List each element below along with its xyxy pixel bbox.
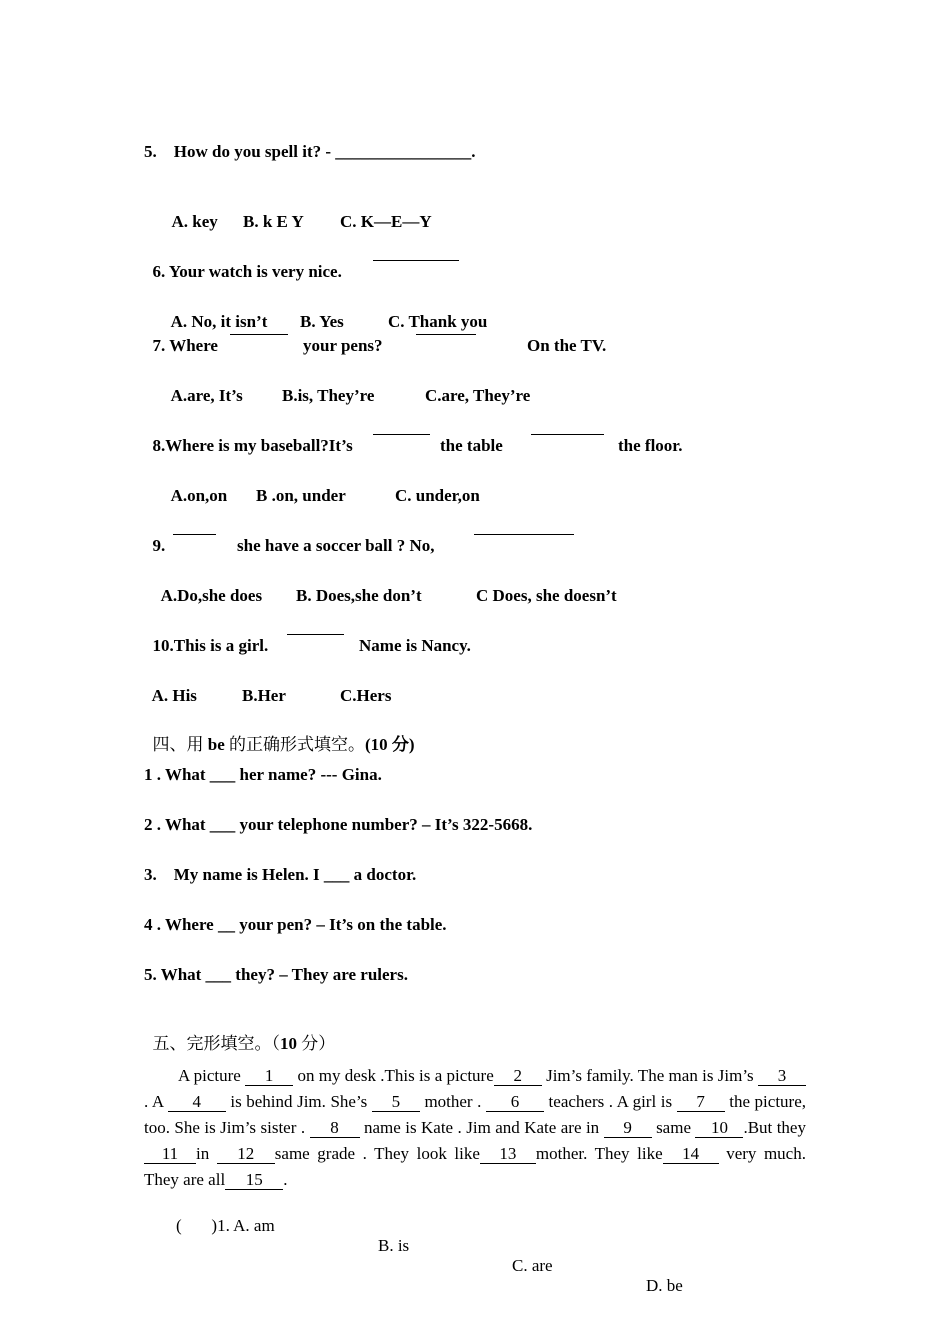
question-text-3: On the TV.	[527, 336, 607, 355]
option-c: C. are	[512, 1256, 553, 1275]
passage-text: Jim’s family. The man is Jim’s	[541, 1066, 758, 1085]
passage-text: the picture, too. She is Jim’s sister .	[144, 1092, 807, 1137]
answer-blank-2	[531, 419, 604, 435]
blank-2: 2	[494, 1067, 542, 1086]
blank-1: 1	[245, 1067, 293, 1086]
blank-3: 3	[758, 1067, 806, 1086]
passage-text: teachers . A girl is	[543, 1092, 677, 1111]
passage-text: .But they	[743, 1118, 806, 1137]
blank-6: 6	[486, 1093, 544, 1112]
passage-text: same	[651, 1118, 696, 1137]
option-b: B. is	[378, 1236, 410, 1255]
answer-blank-1	[373, 419, 430, 435]
passage-text: A picture	[178, 1066, 246, 1085]
passage-text: name is Kate . Jim and Kate are in	[359, 1118, 604, 1137]
question-text-1: 10.This is a girl.	[152, 636, 269, 655]
passage-text: is behind Jim. She’s	[225, 1092, 372, 1111]
option-b: B. Does,she don’t	[296, 586, 422, 605]
passage-text: very much. They are all	[144, 1144, 806, 1189]
question-10-options	[144, 666, 392, 706]
section-4-item-2: 2 . What ___ your telephone number? – It’s 322-5668.	[144, 815, 533, 834]
answer-blank-1	[173, 519, 216, 535]
question-5-options	[163, 192, 432, 232]
answer-blank-2	[416, 319, 476, 335]
answer-blank-1	[230, 319, 288, 335]
blank-14: 14	[663, 1145, 719, 1164]
blank-4: 4	[168, 1093, 226, 1112]
question-number-option-a: ( )1. A. am	[176, 1216, 275, 1235]
section-score: 10	[280, 1034, 297, 1053]
section-4-item-3: 3. My name is Helen. I ___ a doctor.	[144, 865, 417, 884]
option-a: A. key	[171, 212, 218, 231]
question-text-2: your pens?	[303, 336, 383, 355]
question-text-2: Name is Nancy.	[359, 636, 471, 655]
option-a: A.on,on	[170, 486, 228, 505]
answer-blank	[287, 619, 344, 635]
question-number: 9.	[152, 536, 166, 555]
blank-13: 13	[480, 1145, 536, 1164]
option-c: C. under,on	[395, 486, 480, 505]
option-b: B.Her	[242, 686, 286, 705]
question-text-3: the floor.	[618, 436, 683, 455]
question-9	[144, 516, 435, 556]
section-4-item-1: 1 . What ___ her name? --- Gina.	[144, 765, 382, 784]
passage-text: in	[196, 1144, 217, 1163]
section-4-item-5: 5. What ___ they? – They are rulers.	[144, 965, 408, 984]
option-c: C. K—E—Y	[340, 212, 432, 231]
question-7-options	[163, 366, 531, 406]
section-5-title	[144, 1014, 335, 1054]
option-b: B .on, under	[256, 486, 346, 505]
question-text-2: the table	[440, 436, 503, 455]
question-text-1: 7. Where	[152, 336, 218, 355]
section-title-keyword: be	[207, 735, 225, 754]
option-c: C.are, They’re	[425, 386, 531, 405]
answer-blank-2	[474, 519, 574, 535]
passage-text: on my desk .This is a picture	[293, 1066, 494, 1085]
question-9-options	[153, 566, 617, 606]
option-b: B. Yes	[300, 312, 344, 331]
answer-blank	[373, 245, 459, 261]
question-8-options	[163, 466, 480, 506]
blank-8: 8	[310, 1119, 360, 1138]
option-a: A.are, It’s	[170, 386, 243, 405]
section-4-title	[144, 715, 415, 755]
question-text-1: 8.Where is my baseball?It’s	[152, 436, 353, 455]
section-score: (10 分)	[365, 735, 415, 754]
section-title-middle: 的正确形式填空。	[224, 735, 365, 754]
section-4-item-4: 4 . Where __ your pen? – It’s on the table.	[144, 915, 447, 934]
question-5: 5. How do you spell it? - ________________.	[144, 142, 476, 161]
question-text: she have a soccer ball ? No,	[237, 536, 435, 555]
passage-text: mother. They like	[535, 1144, 663, 1163]
option-b: B. k E Y	[243, 212, 304, 231]
option-c: C.Hers	[340, 686, 392, 705]
blank-7: 7	[677, 1093, 725, 1112]
passage-text: .	[283, 1170, 288, 1189]
section-title-prefix: 五、完形填空。（	[152, 1034, 280, 1053]
question-10	[144, 616, 471, 656]
passage-text: mother .	[419, 1092, 486, 1111]
blank-11: 11	[144, 1145, 196, 1164]
cloze-question-1	[176, 1196, 683, 1296]
question-6	[144, 242, 342, 282]
question-text: 6. Your watch is very nice.	[152, 262, 342, 281]
question-8	[144, 416, 683, 456]
section-title-prefix: 四、用	[152, 735, 208, 754]
cloze-passage	[144, 1063, 806, 1193]
passage-text: same grade . They look like	[274, 1144, 480, 1163]
option-b: B.is, They’re	[282, 386, 375, 405]
section-title-suffix: 分）	[297, 1034, 336, 1053]
option-d: D. be	[646, 1276, 683, 1295]
blank-12: 12	[217, 1145, 275, 1164]
passage-text: . A	[144, 1092, 168, 1111]
option-a: A. No, it isn’t	[170, 312, 268, 331]
option-a: A.Do,she does	[160, 586, 263, 605]
blank-15: 15	[225, 1171, 283, 1190]
option-a: A. His	[151, 686, 197, 705]
option-c: C Does, she doesn’t	[476, 586, 617, 605]
blank-5: 5	[372, 1093, 420, 1112]
option-c: C. Thank you	[388, 312, 488, 331]
blank-10: 10	[695, 1119, 743, 1138]
blank-9: 9	[604, 1119, 652, 1138]
